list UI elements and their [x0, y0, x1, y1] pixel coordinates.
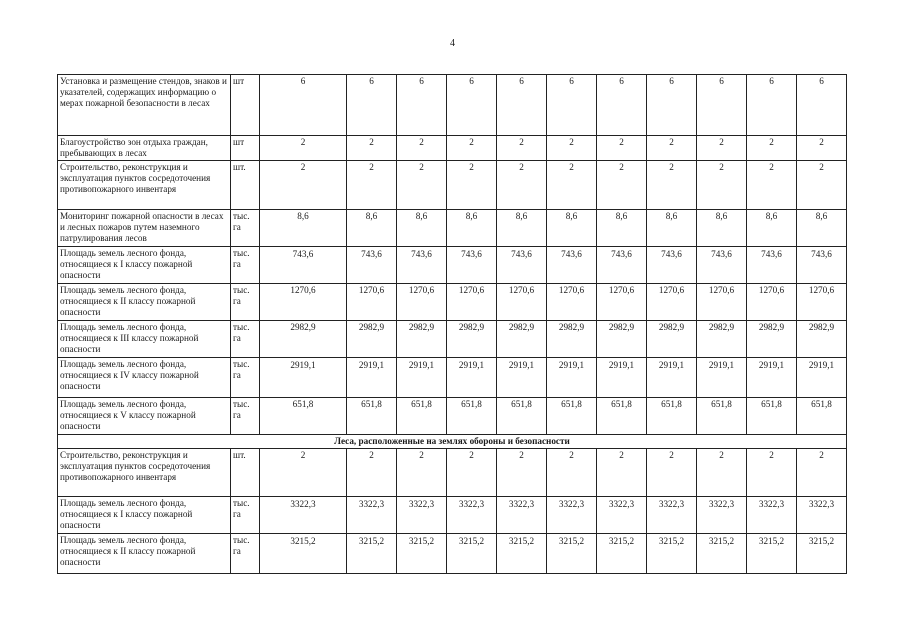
value-cell: 2919,1 — [647, 358, 697, 398]
value-cell: 3322,3 — [797, 497, 847, 534]
value-cell: 2982,9 — [797, 321, 847, 358]
value-cell: 2 — [447, 161, 497, 210]
value-cell: 1270,6 — [347, 284, 397, 321]
value-cell: 743,6 — [647, 247, 697, 284]
value-cell: 2 — [597, 449, 647, 497]
row-unit-cell: тыс. га — [231, 358, 260, 398]
value-cell: 2 — [260, 161, 347, 210]
value-cell: 1270,6 — [397, 284, 447, 321]
row-unit-cell: шт — [231, 136, 260, 161]
value-cell: 8,6 — [497, 210, 547, 247]
value-cell: 2 — [497, 136, 547, 161]
value-cell: 2919,1 — [260, 358, 347, 398]
value-cell: 2919,1 — [397, 358, 447, 398]
value-cell: 2982,9 — [697, 321, 747, 358]
row-name-cell: Площадь земель лесного фонда, относящиеся к II классу пожарной опасности — [58, 284, 231, 321]
value-cell: 6 — [597, 75, 647, 136]
value-cell: 1270,6 — [260, 284, 347, 321]
value-cell: 2 — [447, 136, 497, 161]
value-cell: 2919,1 — [747, 358, 797, 398]
value-cell: 2 — [547, 136, 597, 161]
value-cell: 6 — [447, 75, 497, 136]
value-cell: 2 — [347, 161, 397, 210]
value-cell: 2982,9 — [747, 321, 797, 358]
forest-fire-measures-table — [57, 74, 847, 574]
value-cell: 6 — [260, 75, 347, 136]
value-cell: 1270,6 — [597, 284, 647, 321]
value-cell: 6 — [797, 75, 847, 136]
table-row — [58, 497, 847, 534]
value-cell: 3322,3 — [697, 497, 747, 534]
row-unit-cell: тыс. га — [231, 534, 260, 574]
value-cell: 8,6 — [260, 210, 347, 247]
table-row — [58, 136, 847, 161]
value-cell: 1270,6 — [747, 284, 797, 321]
row-name-cell: Строительство, реконструкция и эксплуатация пунктов сосредоточения противопожарного инвентаря — [58, 161, 231, 210]
value-cell: 743,6 — [347, 247, 397, 284]
value-cell: 3322,3 — [547, 497, 597, 534]
row-unit-cell: тыс. га — [231, 247, 260, 284]
value-cell: 2982,9 — [547, 321, 597, 358]
row-unit-cell: тыс. га — [231, 210, 260, 247]
row-name-cell: Благоустройство зон отдыха граждан, пребывающих в лесах — [58, 136, 231, 161]
value-cell: 2 — [597, 161, 647, 210]
section-header-row — [58, 435, 847, 449]
value-cell: 2 — [447, 449, 497, 497]
value-cell: 2 — [797, 161, 847, 210]
value-cell: 6 — [397, 75, 447, 136]
table-row — [58, 321, 847, 358]
value-cell: 3322,3 — [747, 497, 797, 534]
value-cell: 3215,2 — [497, 534, 547, 574]
value-cell: 3322,3 — [447, 497, 497, 534]
row-unit-cell: тыс. га — [231, 284, 260, 321]
value-cell: 8,6 — [747, 210, 797, 247]
value-cell: 3215,2 — [260, 534, 347, 574]
value-cell: 2 — [647, 136, 697, 161]
value-cell: 8,6 — [397, 210, 447, 247]
value-cell: 2 — [747, 136, 797, 161]
row-name-cell: Площадь земель лесного фонда, относящиеся к I классу пожарной опасности — [58, 247, 231, 284]
value-cell: 8,6 — [547, 210, 597, 247]
value-cell: 2982,9 — [597, 321, 647, 358]
row-name-cell: Мониторинг пожарной опасности в лесах и лесных пожаров путем наземного патрулирования лесов — [58, 210, 231, 247]
value-cell: 2 — [347, 449, 397, 497]
value-cell: 743,6 — [447, 247, 497, 284]
value-cell: 651,8 — [747, 398, 797, 435]
value-cell: 651,8 — [797, 398, 847, 435]
value-cell: 3215,2 — [547, 534, 597, 574]
row-name-cell: Площадь земель лесного фонда, относящиеся к III классу пожарной опасности — [58, 321, 231, 358]
value-cell: 2982,9 — [260, 321, 347, 358]
value-cell: 651,8 — [597, 398, 647, 435]
value-cell: 2 — [547, 449, 597, 497]
value-cell: 8,6 — [647, 210, 697, 247]
value-cell: 651,8 — [260, 398, 347, 435]
value-cell: 2982,9 — [347, 321, 397, 358]
value-cell: 651,8 — [647, 398, 697, 435]
value-cell: 2 — [497, 161, 547, 210]
value-cell: 743,6 — [797, 247, 847, 284]
value-cell: 3322,3 — [597, 497, 647, 534]
value-cell: 2982,9 — [497, 321, 547, 358]
value-cell: 743,6 — [747, 247, 797, 284]
value-cell: 1270,6 — [547, 284, 597, 321]
value-cell: 6 — [497, 75, 547, 136]
value-cell: 3322,3 — [347, 497, 397, 534]
table-row — [58, 449, 847, 497]
value-cell: 2 — [547, 161, 597, 210]
value-cell: 3322,3 — [647, 497, 697, 534]
value-cell: 651,8 — [397, 398, 447, 435]
value-cell: 8,6 — [597, 210, 647, 247]
value-cell: 2 — [697, 449, 747, 497]
value-cell: 1270,6 — [497, 284, 547, 321]
value-cell: 6 — [697, 75, 747, 136]
table-body — [58, 75, 847, 574]
value-cell: 6 — [747, 75, 797, 136]
value-cell: 2 — [697, 136, 747, 161]
value-cell: 2 — [260, 449, 347, 497]
value-cell: 6 — [347, 75, 397, 136]
table-row — [58, 534, 847, 574]
value-cell: 743,6 — [697, 247, 747, 284]
value-cell: 2 — [747, 161, 797, 210]
value-cell: 2 — [347, 136, 397, 161]
row-name-cell: Площадь земель лесного фонда, относящиеся к IV классу пожарной опасности — [58, 358, 231, 398]
value-cell: 2919,1 — [547, 358, 597, 398]
value-cell: 2919,1 — [797, 358, 847, 398]
row-unit-cell: шт — [231, 75, 260, 136]
section-title: Леса, расположенные на землях обороны и безопасности — [58, 435, 847, 449]
value-cell: 2 — [647, 449, 697, 497]
value-cell: 3215,2 — [797, 534, 847, 574]
page-number: 4 — [450, 38, 455, 49]
value-cell: 2919,1 — [347, 358, 397, 398]
row-name-cell: Строительство, реконструкция и эксплуатация пунктов сосредоточения противопожарного инвентаря — [58, 449, 231, 497]
value-cell: 3215,2 — [597, 534, 647, 574]
value-cell: 1270,6 — [447, 284, 497, 321]
value-cell: 6 — [647, 75, 697, 136]
value-cell: 2 — [497, 449, 547, 497]
value-cell: 743,6 — [397, 247, 447, 284]
value-cell: 2 — [797, 136, 847, 161]
table-row — [58, 358, 847, 398]
value-cell: 8,6 — [447, 210, 497, 247]
value-cell: 8,6 — [797, 210, 847, 247]
value-cell: 2919,1 — [597, 358, 647, 398]
value-cell: 743,6 — [597, 247, 647, 284]
value-cell: 2 — [747, 449, 797, 497]
value-cell: 2 — [397, 161, 447, 210]
value-cell: 1270,6 — [697, 284, 747, 321]
row-name-cell: Площадь земель лесного фонда, относящиеся к II классу пожарной опасности — [58, 534, 231, 574]
value-cell: 3215,2 — [747, 534, 797, 574]
value-cell: 651,8 — [447, 398, 497, 435]
value-cell: 2 — [397, 136, 447, 161]
row-unit-cell: тыс. га — [231, 497, 260, 534]
value-cell: 743,6 — [260, 247, 347, 284]
value-cell: 2 — [260, 136, 347, 161]
value-cell: 3322,3 — [260, 497, 347, 534]
value-cell: 3322,3 — [397, 497, 447, 534]
value-cell: 651,8 — [547, 398, 597, 435]
value-cell: 2 — [697, 161, 747, 210]
value-cell: 3215,2 — [397, 534, 447, 574]
value-cell: 651,8 — [347, 398, 397, 435]
value-cell: 3215,2 — [647, 534, 697, 574]
value-cell: 743,6 — [547, 247, 597, 284]
value-cell: 3215,2 — [447, 534, 497, 574]
value-cell: 2919,1 — [447, 358, 497, 398]
value-cell: 2 — [397, 449, 447, 497]
value-cell: 2982,9 — [447, 321, 497, 358]
row-unit-cell: шт. — [231, 161, 260, 210]
table-row — [58, 75, 847, 136]
row-unit-cell: тыс. га — [231, 321, 260, 358]
value-cell: 6 — [547, 75, 597, 136]
value-cell: 651,8 — [497, 398, 547, 435]
value-cell: 1270,6 — [797, 284, 847, 321]
row-name-cell: Площадь земель лесного фонда, относящиеся к V классу пожарной опасности — [58, 398, 231, 435]
value-cell: 8,6 — [697, 210, 747, 247]
value-cell: 3322,3 — [497, 497, 547, 534]
value-cell: 2982,9 — [647, 321, 697, 358]
table-row — [58, 284, 847, 321]
value-cell: 2 — [797, 449, 847, 497]
value-cell: 2 — [597, 136, 647, 161]
table-row — [58, 398, 847, 435]
table-row — [58, 161, 847, 210]
row-unit-cell: шт. — [231, 449, 260, 497]
row-name-cell: Установка и размещение стендов, знаков и указателей, содержащих информацию о мерах пожарной безопасности в лесах — [58, 75, 231, 136]
table-row — [58, 210, 847, 247]
table-row — [58, 247, 847, 284]
value-cell: 8,6 — [347, 210, 397, 247]
value-cell: 3215,2 — [347, 534, 397, 574]
value-cell: 2919,1 — [497, 358, 547, 398]
row-name-cell: Площадь земель лесного фонда, относящиеся к I классу пожарной опасности — [58, 497, 231, 534]
value-cell: 743,6 — [497, 247, 547, 284]
value-cell: 2982,9 — [397, 321, 447, 358]
value-cell: 651,8 — [697, 398, 747, 435]
value-cell: 2 — [647, 161, 697, 210]
value-cell: 2919,1 — [697, 358, 747, 398]
row-unit-cell: тыс. га — [231, 398, 260, 435]
value-cell: 3215,2 — [697, 534, 747, 574]
value-cell: 1270,6 — [647, 284, 697, 321]
